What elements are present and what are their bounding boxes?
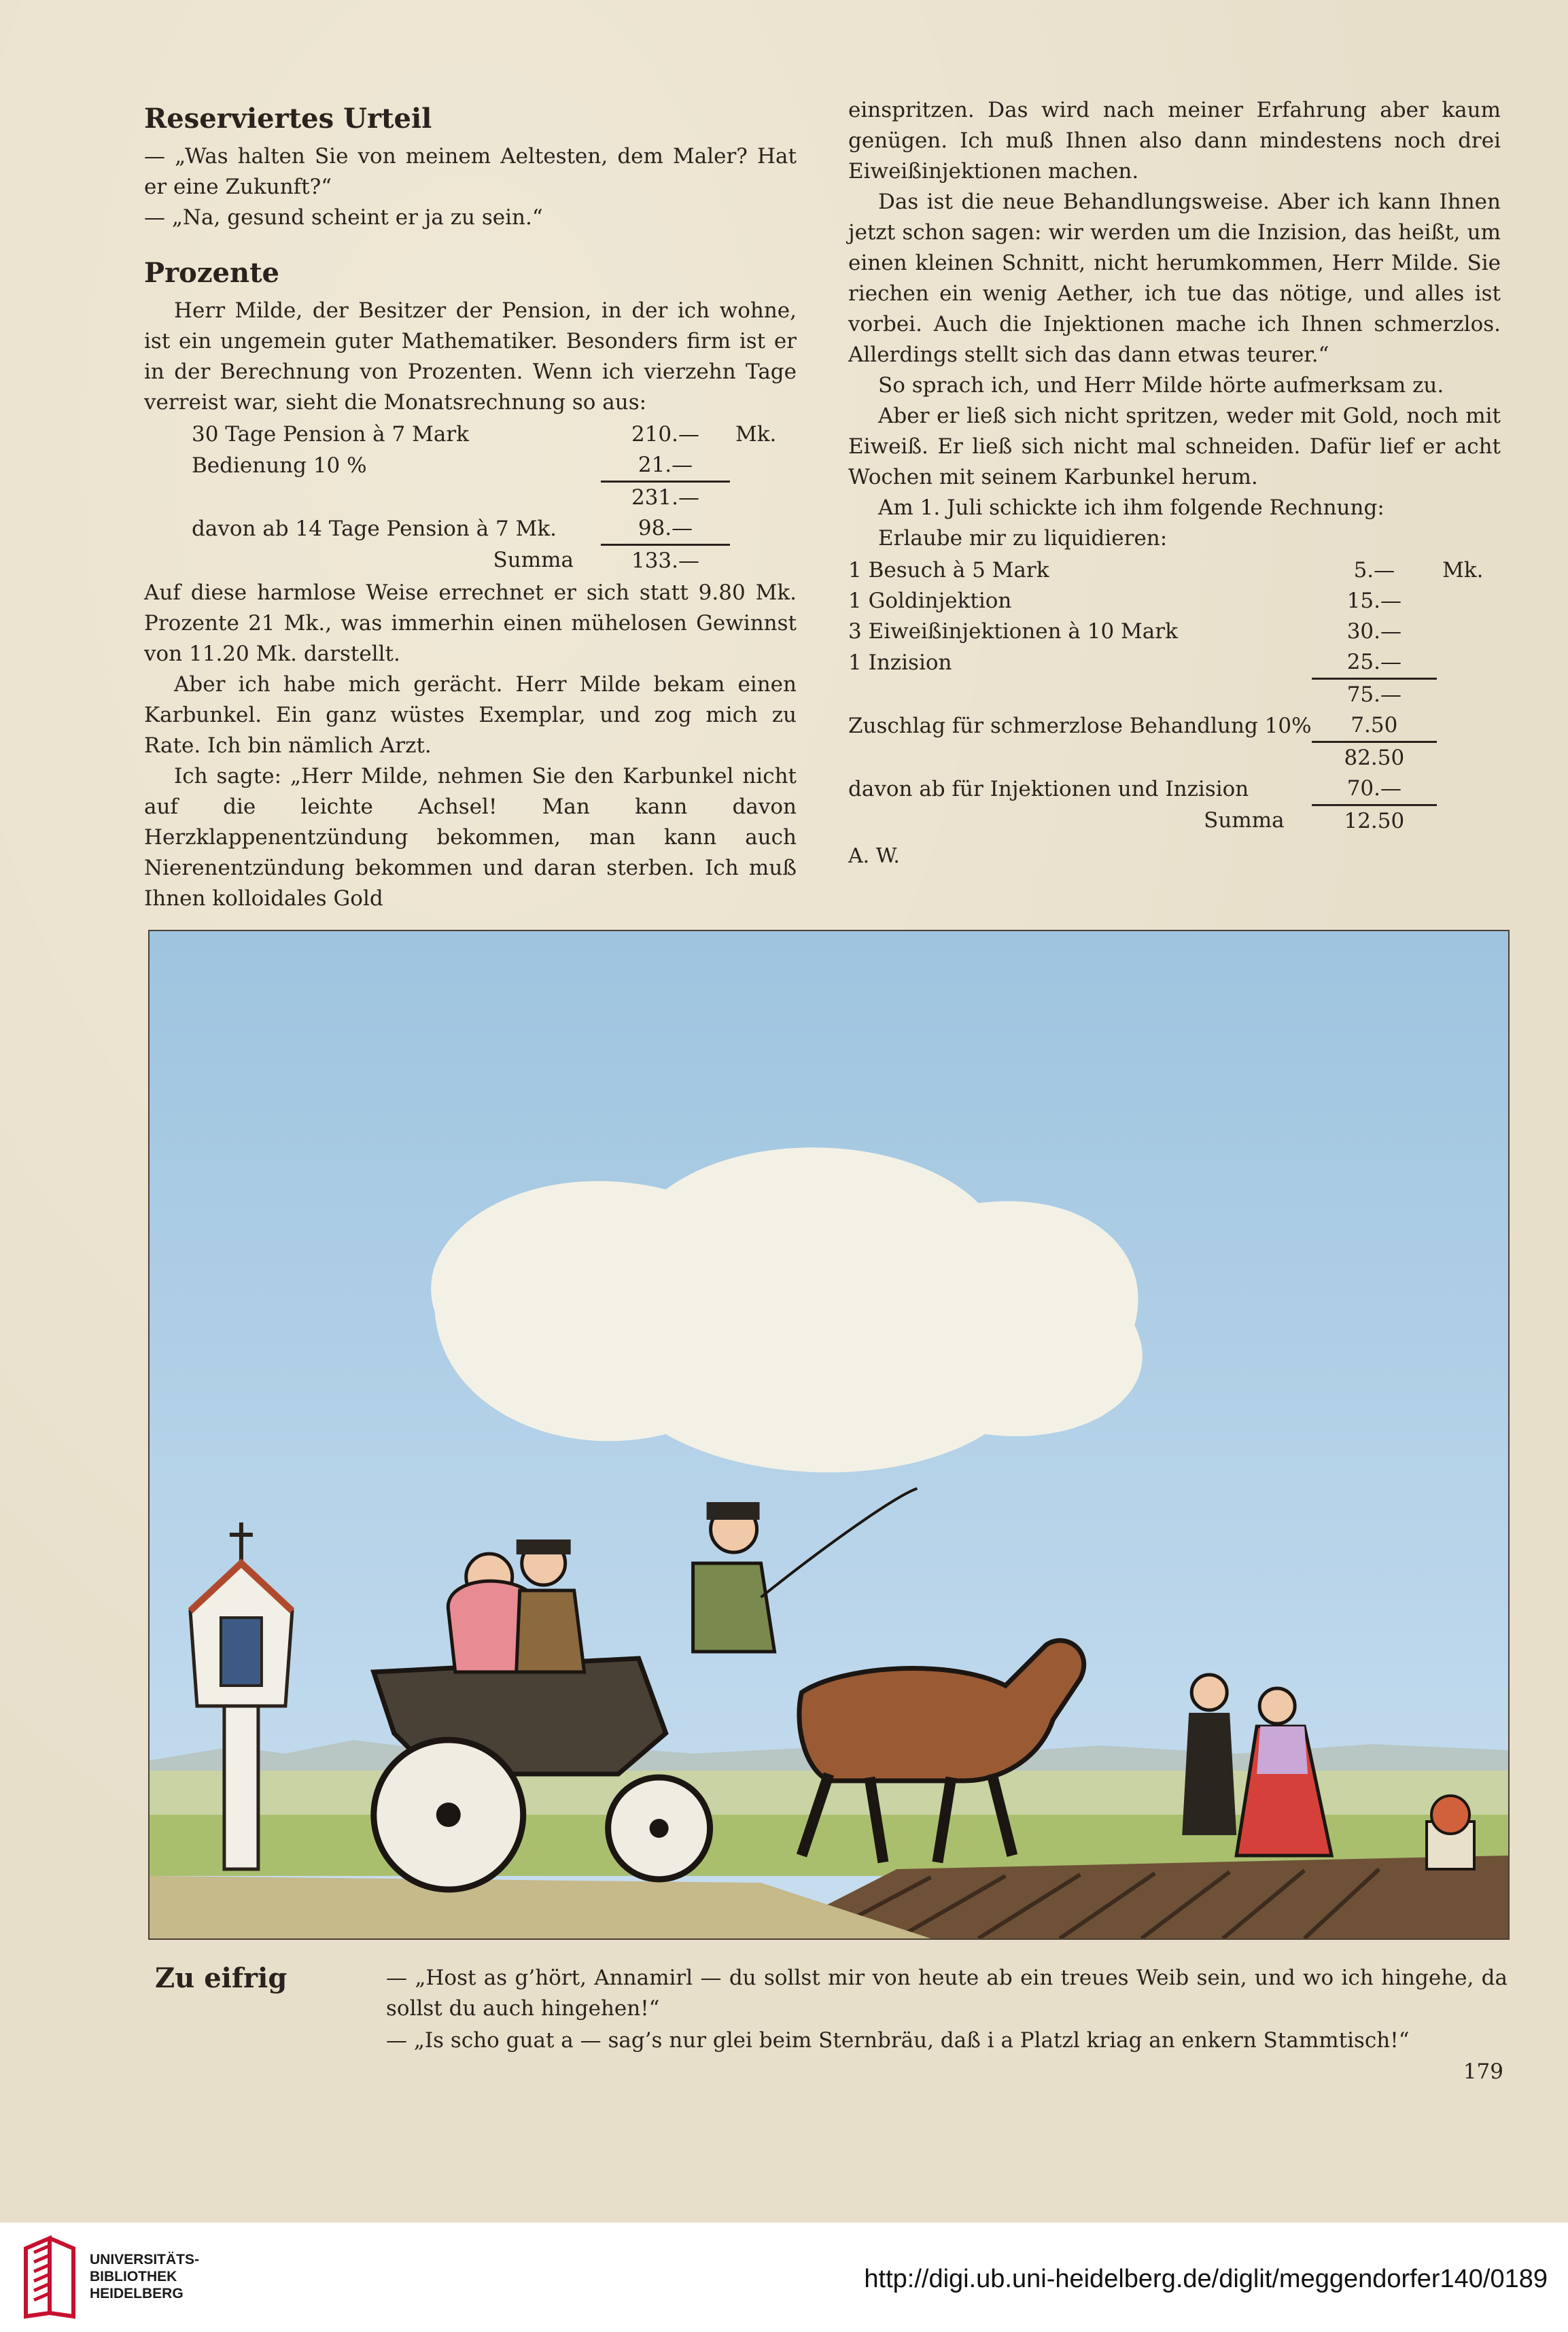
bill-subtotal: 231.— <box>631 485 700 510</box>
bill-total-label: Summa <box>493 548 574 573</box>
left-column <box>144 95 797 914</box>
invoice-subtotal: 82.50 <box>1344 746 1405 770</box>
table-row <box>144 450 797 482</box>
illustration-svg <box>150 931 1508 1938</box>
invoice-subtotal: 75.— <box>1346 682 1401 707</box>
invoice-label: 1 Inzision <box>848 650 952 675</box>
village-church <box>1427 1796 1474 1869</box>
bill-total-amount: 133.— <box>631 549 700 573</box>
invoice-total-amount: 12.50 <box>1344 809 1405 833</box>
university-library-logo-icon <box>19 2235 80 2320</box>
bill-label: 30 Tage Pension à 7 Mark <box>192 422 469 447</box>
library-name <box>90 2251 199 2302</box>
digitization-footer <box>0 2223 1568 2332</box>
invoice-unit: Mk. <box>1442 558 1484 582</box>
table-row <box>144 545 797 577</box>
carriage-illustration <box>148 930 1510 1940</box>
invoice-label: davon ab für Injektionen und Inzision <box>848 776 1249 801</box>
dialog-line-2: — „Na, gesund scheint er ja zu sein.“ <box>144 205 543 230</box>
invoice-amount: 25.— <box>1312 647 1438 679</box>
bill-amount: 210.— <box>631 422 700 447</box>
table-row <box>848 710 1501 742</box>
intro-paragraph: Herr Milde, der Besitzer der Pension, in der ich wohne, ist ein ungemein guter Mathematiker. Besonders firm ist er in der Berechnung von Prozenten. Wenn ich vierzehn Tage verreist war, sieht die Monatsrechnung so aus: <box>144 298 797 415</box>
library-name-line: BIBLIOTHEK <box>90 2269 177 2284</box>
bill-unit: Mk. <box>735 422 777 447</box>
invoice-label: Zuschlag für schmerzlose Behandlung 10% <box>848 713 1312 738</box>
table-row <box>848 742 1501 774</box>
bill-amount: 98.— <box>601 513 730 545</box>
invoice-total-label: Summa <box>1204 808 1285 833</box>
invoice-amount: 70.— <box>1312 773 1438 805</box>
pension-bill-table <box>144 419 797 576</box>
page-number: 179 <box>1463 2059 1503 2084</box>
library-name-line: HEIDELBERG <box>90 2286 184 2301</box>
library-name-line: UNIVERSITÄTS- <box>90 2252 200 2267</box>
invoice-label: 1 Besuch à 5 Mark <box>848 558 1049 582</box>
invoice-heading: Erlaube mir zu liquidieren: <box>878 526 1168 551</box>
table-row <box>848 555 1501 586</box>
table-row <box>848 616 1501 647</box>
paragraph-listen: So sprach ich, und Herr Milde hörte aufmerksam zu. <box>878 373 1444 398</box>
caption-line-1: — „Host as g’hört, Annamirl — du sollst mir von heute ab ein treues Weib sein, und wo ich hingehe, da sollst du auch hingehen!“ <box>386 1966 1508 2021</box>
caption-line-2: — „Is scho guat a — sag’s nur glei beim Sternbräu, daß i a Platzl kriag an enkern Stammtisch!“ <box>386 2028 1410 2053</box>
invoice-label: 3 Eiweißinjektionen à 10 Mark <box>848 619 1178 644</box>
author-signature: A. W. <box>848 844 900 868</box>
bill-amount: 21.— <box>601 450 730 482</box>
invoice-amount: 30.— <box>1346 619 1401 644</box>
paragraph-speech: Ich sagte: „Herr Milde, nehmen Sie den Karbunkel nicht auf die leichte Achsel! Man kann davon Herzklappenentzündung bekommen, man kann auch Nierenentzündung bekommen und daran sterben. Ich muß Ihnen kolloidales Gold <box>144 764 797 911</box>
table-row <box>848 679 1501 711</box>
paragraph-july: Am 1. Juli schickte ich ihm folgende Rechnung: <box>878 495 1384 520</box>
table-row <box>848 647 1501 679</box>
paragraph-calculation: Auf diese harmlose Weise errechnet er sich statt 9.80 Mk. Prozente 21 Mk., was immerhin einen mühelosen Gewinnst von 11.20 Mk. darstellt. <box>144 580 797 666</box>
table-row <box>144 419 797 450</box>
paragraph-refuse: Aber er ließ sich nicht spritzen, weder mit Gold, noch mit Eiweiß. Er ließ sich nicht mal schneiden. Dafür lief er acht Wochen mit seinem Karbunkel herum. <box>848 404 1501 489</box>
invoice-label: 1 Goldinjektion <box>848 589 1012 613</box>
invoice-table <box>848 555 1501 837</box>
table-row <box>144 513 797 545</box>
invoice-amount: 15.— <box>1346 589 1401 613</box>
bill-label: davon ab 14 Tage Pension à 7 Mk. <box>192 516 557 541</box>
paragraph-method: Das ist die neue Behandlungsweise. Aber ich kann Ihnen jetzt schon sagen: wir werden um die Inzision, das heißt, um einen kleinen Schnitt, nicht herumkommen, Herr Milde. Sie riechen ein wenig Aether, ich tue das nötige, und alles ist vorbei. Auch die Injektionen mache ich Ihnen schmerzlos. Allerdings stellt sich das dann etwas teurer.“ <box>848 190 1501 367</box>
dialog-line-1: — „Was halten Sie von meinem Aeltesten, dem Maler? Hat er eine Zukunft?“ <box>144 144 797 199</box>
right-column <box>848 95 1501 871</box>
table-row <box>848 586 1501 616</box>
paragraph-continue: einspritzen. Das wird nach meiner Erfahrung aber kaum genügen. Ich muß Ihnen also dann mindestens noch drei Eiweißinjektionen machen. <box>848 98 1501 184</box>
invoice-amount: 7.50 <box>1312 710 1438 742</box>
section-title-reserviertes-urteil: Reserviertes Urteil <box>144 103 432 135</box>
table-row <box>144 482 797 514</box>
permalink-url[interactable]: http://digi.ub.uni-heidelberg.de/diglit/meggendorfer140/0189 <box>864 2265 1548 2293</box>
caption-dialog <box>386 1963 1508 2057</box>
table-row <box>848 773 1501 805</box>
bill-label: Bedienung 10 % <box>192 453 367 478</box>
table-row <box>848 805 1501 837</box>
caption-title: Zu eifrig <box>155 1962 288 1994</box>
paragraph-revenge: Aber ich habe mich gerächt. Herr Milde bekam einen Karbunkel. Ein ganz wüstes Exemplar, und zog mich zu Rate. Ich bin nämlich Arzt. <box>144 672 797 758</box>
section-title-prozente: Prozente <box>144 257 280 289</box>
invoice-amount: 5.— <box>1353 558 1395 582</box>
